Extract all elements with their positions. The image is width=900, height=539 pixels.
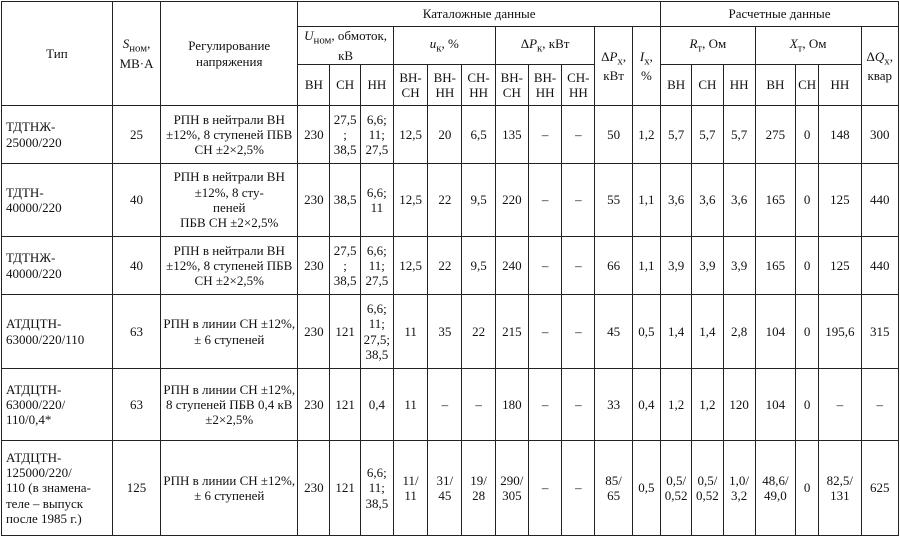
cell-u-vn: 230 xyxy=(298,441,330,536)
subheader-u-vn: ВН xyxy=(298,65,330,106)
cell-r-nn: 2,8 xyxy=(723,295,755,369)
subheader-u-nn: НН xyxy=(360,65,393,106)
cell-uk-vn-sn: 12,5 xyxy=(393,106,427,164)
cell-r-nn: 3,6 xyxy=(723,164,755,237)
cell-regulation: РПН в нейтрали ВН ±12%, 8 ступеней ПБВ СН ±2×2,5% xyxy=(161,237,298,295)
cell-uk-vn-nn: 35 xyxy=(428,295,462,369)
cell-r-sn: 3,6 xyxy=(692,164,723,237)
cell-pk-vn-sn: 290/ 305 xyxy=(495,441,528,536)
cell-r-nn: 5,7 xyxy=(723,106,755,164)
table-row xyxy=(2,295,899,369)
col-header-dqx: $\Delta Q_х$, квар xyxy=(861,27,898,106)
cell-ix: 1,2 xyxy=(632,106,660,164)
cell-type: ТДТНЖ- 40000/220 xyxy=(2,237,113,295)
cell-uk-vn-sn: 11 xyxy=(393,369,427,441)
cell-u-nn: 6,6; 11; 27,5; 38,5 xyxy=(360,295,393,369)
col-header-dpk: $\Delta P_к$, кВт xyxy=(495,27,595,65)
cell-type: АТДЦТН- 63000/220/110 xyxy=(2,295,113,369)
cell-snom: 63 xyxy=(112,369,160,441)
cell-snom: 40 xyxy=(112,237,160,295)
cell-snom: 40 xyxy=(112,164,160,237)
cell-pk-sn-nn: – xyxy=(562,369,595,441)
cell-snom: 125 xyxy=(112,441,160,536)
cell-uk-vn-nn: 31/ 45 xyxy=(428,441,462,536)
cell-uk-sn-nn: 9,5 xyxy=(462,164,495,237)
col-header-type: Тип xyxy=(2,2,113,106)
cell-uk-sn-nn: 22 xyxy=(462,295,495,369)
cell-px: 33 xyxy=(595,369,632,441)
cell-pk-vn-sn: 135 xyxy=(495,106,528,164)
cell-x-vn: 104 xyxy=(755,295,795,369)
cell-px: 45 xyxy=(595,295,632,369)
cell-r-nn: 3,9 xyxy=(723,237,755,295)
cell-qx: 300 xyxy=(861,106,898,164)
cell-uk-sn-nn: 19/ 28 xyxy=(462,441,495,536)
cell-x-sn: 0 xyxy=(796,164,819,237)
cell-type: ТДТНЖ- 25000/220 xyxy=(2,106,113,164)
transformer-table xyxy=(1,1,899,536)
col-header-rt: $R_т$, Ом xyxy=(661,27,756,65)
table-row xyxy=(2,369,899,441)
col-header-uk: $u_к$, % xyxy=(393,27,495,65)
cell-r-nn: 1,0/ 3,2 xyxy=(723,441,755,536)
cell-uk-vn-sn: 12,5 xyxy=(393,164,427,237)
cell-u-sn: 27,5; 38,5 xyxy=(330,106,360,164)
cell-r-vn: 3,6 xyxy=(661,164,692,237)
cell-u-vn: 230 xyxy=(298,369,330,441)
cell-x-nn: 125 xyxy=(819,237,861,295)
cell-r-sn: 0,5/ 0,52 xyxy=(692,441,723,536)
cell-pk-vn-nn: – xyxy=(528,369,561,441)
cell-x-sn: 0 xyxy=(796,441,819,536)
cell-pk-vn-nn: – xyxy=(528,106,561,164)
cell-pk-vn-nn: – xyxy=(528,237,561,295)
col-header-dpx: $\Delta P_х$, кВт xyxy=(595,27,632,106)
cell-x-sn: 0 xyxy=(796,237,819,295)
cell-ix: 0,4 xyxy=(632,369,660,441)
cell-regulation: РПН в нейтрали ВН ±12%, 8 ступеней ПБВ СН ±2×2,5% xyxy=(161,106,298,164)
cell-uk-sn-nn: 6,5 xyxy=(462,106,495,164)
cell-ix: 0,5 xyxy=(632,295,660,369)
table-row xyxy=(2,237,899,295)
col-header-snom: $S_{ном}$, МВ·А xyxy=(112,2,160,106)
cell-pk-vn-sn: 215 xyxy=(495,295,528,369)
subheader-x-nn: НН xyxy=(819,65,861,106)
cell-u-vn: 230 xyxy=(298,295,330,369)
cell-u-nn: 6,6; 11; 27,5 xyxy=(360,237,393,295)
cell-u-sn: 27,5; 38,5 xyxy=(330,237,360,295)
table-row xyxy=(2,164,899,237)
cell-px: 55 xyxy=(595,164,632,237)
subheader-r-sn: СН xyxy=(692,65,723,106)
cell-u-nn: 0,4 xyxy=(360,369,393,441)
cell-snom: 63 xyxy=(112,295,160,369)
cell-pk-sn-nn: – xyxy=(562,106,595,164)
cell-u-nn: 6,6; 11; 27,5 xyxy=(360,106,393,164)
cell-px: 85/ 65 xyxy=(595,441,632,536)
cell-uk-vn-nn: 22 xyxy=(428,237,462,295)
cell-ix: 0,5 xyxy=(632,441,660,536)
cell-uk-vn-sn: 11/ 11 xyxy=(393,441,427,536)
subheader-uk-vn-sn: ВН- СН xyxy=(393,65,427,106)
cell-pk-sn-nn: – xyxy=(562,295,595,369)
cell-px: 50 xyxy=(595,106,632,164)
cell-x-sn: 0 xyxy=(796,369,819,441)
subheader-pk-sn-nn: СН- НН xyxy=(562,65,595,106)
cell-type: АТДЦТН- 63000/220/ 110/0,4* xyxy=(2,369,113,441)
cell-uk-sn-nn: – xyxy=(462,369,495,441)
cell-pk-vn-sn: 180 xyxy=(495,369,528,441)
table-row xyxy=(2,106,899,164)
cell-uk-sn-nn: 9,5 xyxy=(462,237,495,295)
subheader-r-nn: НН xyxy=(723,65,755,106)
subheader-uk-sn-nn: СН- НН xyxy=(462,65,495,106)
subheader-x-sn: СН xyxy=(796,65,819,106)
cell-pk-sn-nn: – xyxy=(562,441,595,536)
cell-u-nn: 6,6; 11; 38,5 xyxy=(360,441,393,536)
cell-r-vn: 5,7 xyxy=(661,106,692,164)
cell-pk-vn-sn: 240 xyxy=(495,237,528,295)
cell-snom: 25 xyxy=(112,106,160,164)
col-header-unom: $U_{ном}$, обмоток, кВ xyxy=(298,27,394,65)
cell-u-sn: 38,5 xyxy=(330,164,360,237)
cell-qx: 625 xyxy=(861,441,898,536)
cell-u-vn: 230 xyxy=(298,237,330,295)
cell-x-nn: 82,5/ 131 xyxy=(819,441,861,536)
cell-r-vn: 0,5/ 0,52 xyxy=(661,441,692,536)
cell-qx: – xyxy=(861,369,898,441)
cell-qx: 315 xyxy=(861,295,898,369)
cell-regulation: РПН в линии СН ±12%, 8 ступеней ПБВ 0,4 кВ ±2×2,5% xyxy=(161,369,298,441)
cell-x-vn: 275 xyxy=(755,106,795,164)
cell-r-vn: 3,9 xyxy=(661,237,692,295)
cell-u-nn: 6,6; 11 xyxy=(360,164,393,237)
col-header-regulation: Регулирование напряжения xyxy=(161,2,298,106)
cell-u-vn: 230 xyxy=(298,164,330,237)
cell-pk-vn-nn: – xyxy=(528,295,561,369)
cell-qx: 440 xyxy=(861,237,898,295)
cell-pk-vn-sn: 220 xyxy=(495,164,528,237)
cell-regulation: РПН в нейтрали ВН ±12%, 8 сту- пеней ПБВ СН ±2×2,5% xyxy=(161,164,298,237)
cell-pk-sn-nn: – xyxy=(562,164,595,237)
cell-x-nn: 195,6 xyxy=(819,295,861,369)
cell-ix: 1,1 xyxy=(632,164,660,237)
cell-r-vn: 1,2 xyxy=(661,369,692,441)
cell-r-sn: 1,2 xyxy=(692,369,723,441)
cell-u-sn: 121 xyxy=(330,369,360,441)
cell-ix: 1,1 xyxy=(632,237,660,295)
cell-u-sn: 121 xyxy=(330,295,360,369)
cell-r-sn: 1,4 xyxy=(692,295,723,369)
cell-r-sn: 5,7 xyxy=(692,106,723,164)
cell-x-vn: 48,6/ 49,0 xyxy=(755,441,795,536)
cell-uk-vn-sn: 11 xyxy=(393,295,427,369)
cell-pk-sn-nn: – xyxy=(562,237,595,295)
group-header-catalog: Каталожные данные xyxy=(298,2,661,27)
cell-uk-vn-nn: – xyxy=(428,369,462,441)
cell-x-vn: 165 xyxy=(755,237,795,295)
subheader-pk-vn-nn: ВН- НН xyxy=(528,65,561,106)
col-header-xt: $X_т$, Ом xyxy=(755,27,861,65)
cell-qx: 440 xyxy=(861,164,898,237)
cell-x-vn: 165 xyxy=(755,164,795,237)
cell-px: 66 xyxy=(595,237,632,295)
cell-x-sn: 0 xyxy=(796,106,819,164)
cell-r-sn: 3,9 xyxy=(692,237,723,295)
subheader-x-vn: ВН xyxy=(755,65,795,106)
subheader-r-vn: ВН xyxy=(661,65,692,106)
cell-x-sn: 0 xyxy=(796,295,819,369)
cell-pk-vn-nn: – xyxy=(528,441,561,536)
cell-regulation: РПН в линии СН ±12%, ± 6 ступеней xyxy=(161,441,298,536)
cell-u-vn: 230 xyxy=(298,106,330,164)
cell-type: ТДТН- 40000/220 xyxy=(2,164,113,237)
cell-u-sn: 121 xyxy=(330,441,360,536)
cell-type: АТДЦТН- 125000/220/ 110 (в знамена- теле – выпуск после 1985 г.) xyxy=(2,441,113,536)
cell-r-vn: 1,4 xyxy=(661,295,692,369)
cell-uk-vn-nn: 20 xyxy=(428,106,462,164)
cell-uk-vn-sn: 12,5 xyxy=(393,237,427,295)
cell-r-nn: 120 xyxy=(723,369,755,441)
cell-regulation: РПН в линии СН ±12%, ± 6 ступеней xyxy=(161,295,298,369)
subheader-u-sn: СН xyxy=(330,65,360,106)
subheader-pk-vn-sn: ВН- СН xyxy=(495,65,528,106)
cell-x-nn: – xyxy=(819,369,861,441)
subheader-uk-vn-nn: ВН- НН xyxy=(428,65,462,106)
cell-pk-vn-nn: – xyxy=(528,164,561,237)
table-row xyxy=(2,441,899,536)
cell-x-nn: 125 xyxy=(819,164,861,237)
cell-uk-vn-nn: 22 xyxy=(428,164,462,237)
cell-x-nn: 148 xyxy=(819,106,861,164)
cell-x-vn: 104 xyxy=(755,369,795,441)
group-header-calc: Расчетные данные xyxy=(661,2,899,27)
col-header-ix: $I_х$, % xyxy=(632,27,660,106)
